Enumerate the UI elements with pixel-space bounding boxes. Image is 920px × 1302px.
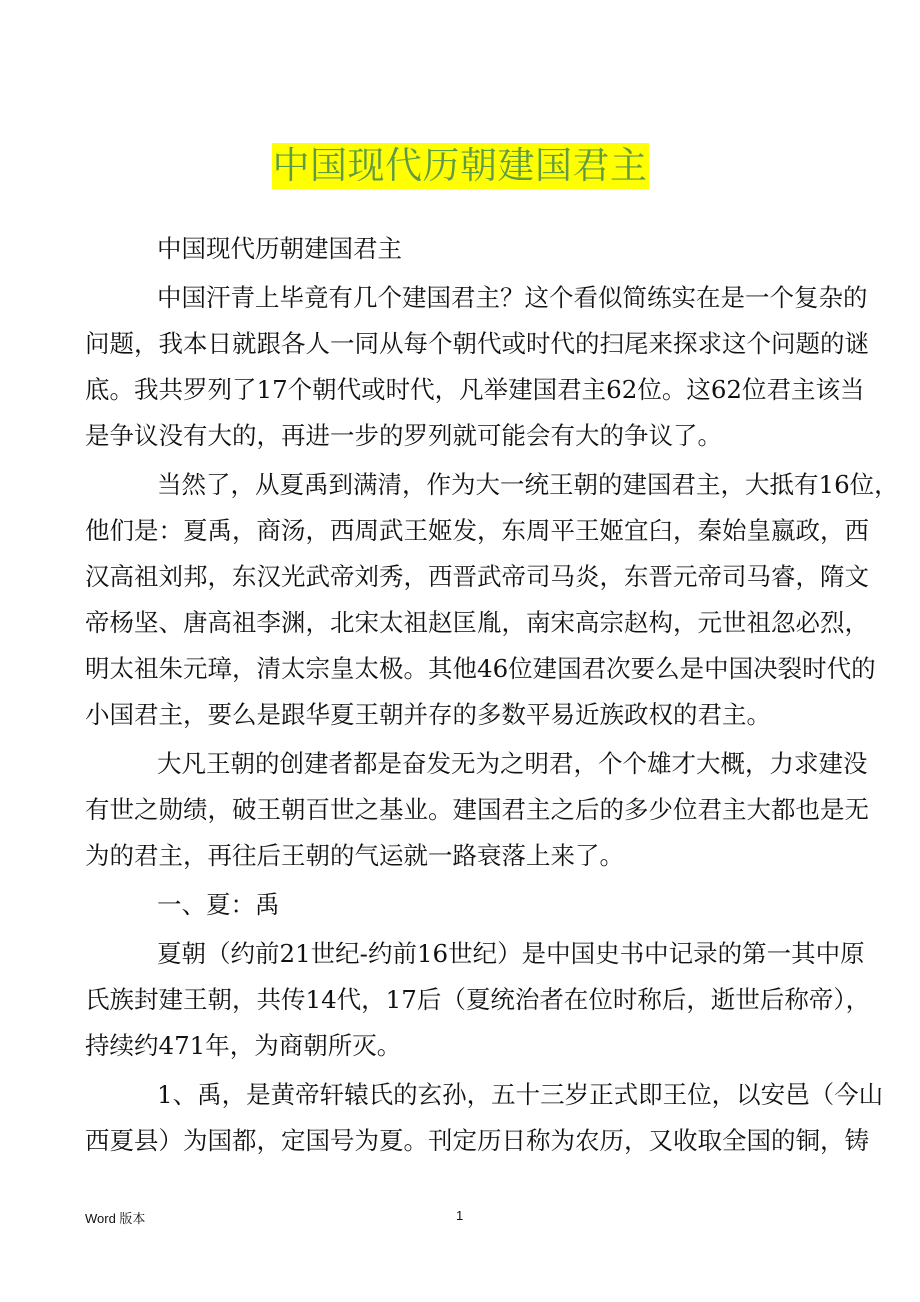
text-line: 有世之勋绩，破王朝百世之基业。建国君主之后的多少位君主大都也是无 — [85, 795, 869, 824]
text-line: 明太祖朱元璋，清太宗皇太极。其他46位建国君次要么是中国决裂时代的 — [85, 654, 876, 683]
document-body — [85, 226, 899, 1167]
text-line: 当然了，从夏禹到满清，作为大一统王朝的建国君主，大抵有16位， — [157, 470, 899, 499]
text-line: 中国现代历朝建国君主 — [157, 234, 402, 263]
text-line: 小国君主，要么是跟华夏王朝并存的多数平易近族政权的君主。 — [85, 700, 771, 729]
text-line: 夏朝（约前21世纪-约前16世纪）是中国史书中记录的第一其中原 — [157, 939, 865, 968]
text-line: 底。我共罗列了17个朝代或时代，凡举建国君主62位。这62位君主该当 — [85, 375, 865, 404]
text-line: 西夏县）为国都，定国号为夏。刊定历日称为农历，又收取全国的铜，铸 — [85, 1126, 869, 1155]
paragraph — [85, 741, 869, 879]
paragraph — [85, 462, 899, 738]
text-line: 为的君主，再往后王朝的气运就一路衰落上来了。 — [85, 841, 624, 870]
paragraph — [85, 226, 835, 272]
text-line: 一、夏：禹 — [157, 890, 280, 919]
document-title: 中国现代历朝建国君主 — [272, 144, 648, 187]
paragraph — [85, 882, 835, 928]
text-line: 氏族封建王朝，共传14代，17后（夏统治者在位时称后，逝世后称帝）， — [85, 985, 871, 1014]
text-line: 他们是：夏禹，商汤，西周武王姬发，东周平王姬宜臼，秦始皇嬴政，西 — [85, 516, 869, 545]
text-line: 帝杨坚、唐高祖李渊，北宋太祖赵匡胤，南宋高宗赵构，元世祖忽必烈， — [85, 608, 869, 637]
text-line: 大凡王朝的创建者都是奋发无为之明君，个个雄才大概，力求建没 — [157, 749, 868, 778]
text-line: 问题，我本日就跟各人一同从每个朝代或时代的扫尾来探求这个问题的谜 — [85, 329, 869, 358]
text-line: 持续约471年，为商朝所灭。 — [85, 1031, 402, 1060]
footer-label: Word 版本 — [85, 1211, 146, 1226]
paragraph — [85, 1072, 884, 1164]
text-line: 是争议没有大的，再进一步的罗列就可能会有大的争议了。 — [85, 421, 722, 450]
paragraph — [85, 275, 869, 459]
paragraph — [85, 931, 871, 1069]
text-line: 1、禹，是黄帝轩辕氏的玄孙，五十三岁正式即王位，以安邑（今山 — [157, 1080, 884, 1109]
page-number: 1 — [456, 1208, 464, 1223]
text-line: 汉高祖刘邦，东汉光武帝刘秀，西晋武帝司马炎，东晋元帝司马睿，隋文 — [85, 562, 869, 591]
text-line: 中国汗青上毕竟有几个建国君主？这个看似简练实在是一个复杂的 — [157, 283, 868, 312]
title-wrap — [0, 143, 920, 189]
